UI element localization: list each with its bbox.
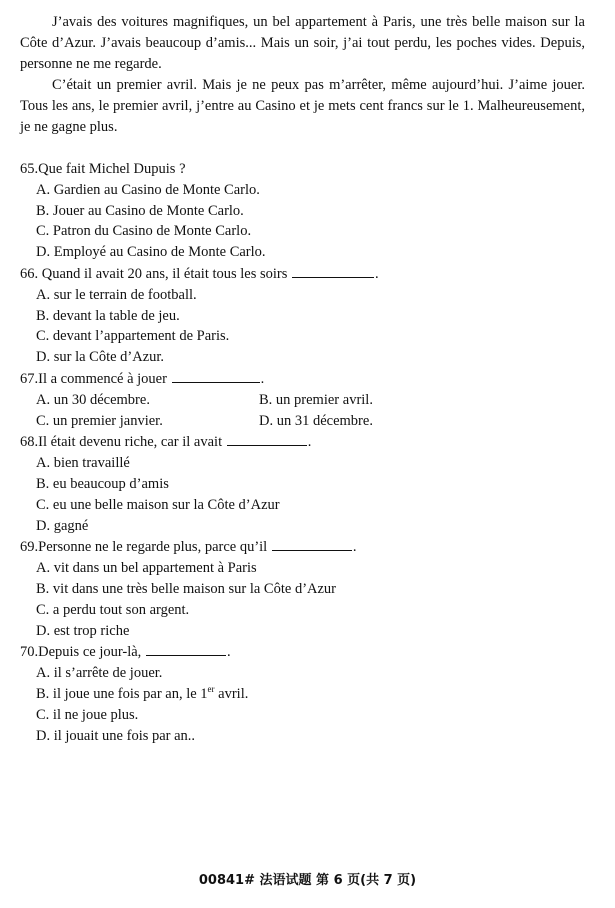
- question-stem-row: [20, 263, 595, 285]
- option-c: C. devant l’appartement de Paris.: [36, 328, 230, 345]
- option-c: C. Patron du Casino de Monte Carlo.: [36, 223, 252, 240]
- question-70: [20, 641, 595, 746]
- stem-end: .: [307, 434, 312, 451]
- question-67: [20, 368, 595, 431]
- option-b: B. un premier avril.: [259, 391, 373, 408]
- option-row-2: [20, 411, 595, 432]
- question-stem: 70.Depuis ce jour-là,: [20, 644, 142, 661]
- passage-paragraph-1: J’avais des voitures magnifiques, un bel appartement à Paris, une très belle maison sur la Côte d’Azur. J’avais beaucoup d’amis... Mais un soir, j’ai tout perdu, les poches vides. Depuis, personne ne me regarde.: [20, 14, 585, 72]
- answer-blank: [146, 641, 226, 656]
- option-d: D. Employé au Casino de Monte Carlo.: [36, 244, 266, 261]
- answer-blank: [172, 368, 260, 383]
- question-stem-row: [20, 641, 595, 663]
- question-stem: 68.Il était devenu riche, car il avait: [20, 434, 223, 451]
- passage-paragraph-2: C’était un premier avril. Mais je ne peux pas m’arrêter, même aujourd’hui. J’aime jouer. Tous les ans, le premier avril, j’entre au Casino et je mets cent francs sur le 1. Malheureusement, je ne gagne plus.: [20, 77, 585, 135]
- question-stem: 67.Il a commencé à jouer: [20, 370, 167, 387]
- question-list: [20, 159, 595, 746]
- option-d: D. gagné: [36, 517, 89, 534]
- option-a: A. vit dans un bel appartement à Paris: [36, 560, 257, 577]
- option-d: D. est trop riche: [36, 622, 130, 639]
- question-66: [20, 263, 595, 368]
- question-stem-row: [20, 368, 595, 390]
- option-b-text-end: avril.: [214, 685, 249, 702]
- option-b: [20, 684, 595, 705]
- question-65: [20, 159, 595, 263]
- option-a: A. un 30 décembre.: [36, 391, 150, 408]
- answer-blank: [272, 536, 352, 551]
- option-c: C. eu une belle maison sur la Côte d’Azur: [36, 496, 280, 513]
- option-c: C. a perdu tout son argent.: [36, 601, 190, 618]
- stem-end: .: [375, 265, 379, 282]
- ordinal-suffix: er: [207, 684, 215, 695]
- option-b: B. vit dans une très belle maison sur la Côte d’Azur: [36, 580, 337, 597]
- question-stem: 65.Que fait Michel Dupuis ?: [20, 161, 186, 177]
- page-footer: 00841# 法语试题 第 6 页(共 7 页): [198, 873, 417, 888]
- option-d: D. un 31 décembre.: [259, 412, 373, 429]
- answer-blank: [292, 263, 374, 278]
- option-b: B. devant la table de jeu.: [36, 307, 180, 324]
- stem-end: .: [352, 539, 357, 556]
- option-a: A. Gardien au Casino de Monte Carlo.: [36, 181, 260, 198]
- answer-blank: [227, 431, 307, 446]
- question-69: [20, 536, 595, 641]
- question-stem-row: [20, 431, 595, 453]
- question-68: [20, 431, 595, 536]
- option-b-text: B. il joue une fois par an, le 1: [36, 685, 208, 702]
- stem-end: .: [260, 370, 265, 387]
- option-a: A. sur le terrain de football.: [36, 286, 197, 303]
- question-stem-row: [20, 536, 595, 558]
- option-c: C. il ne joue plus.: [36, 706, 139, 723]
- option-d: D. il jouait une fois par an..: [36, 727, 196, 744]
- question-stem: 66. Quand il avait 20 ans, il était tous les soirs: [20, 265, 288, 282]
- question-stem: 69.Personne ne le regarde plus, parce qu’il: [20, 539, 268, 556]
- option-a: A. bien travaillé: [36, 455, 130, 472]
- option-c: C. un premier janvier.: [36, 412, 163, 429]
- option-b: B. Jouer au Casino de Monte Carlo.: [36, 202, 244, 219]
- option-d: D. sur la Côte d’Azur.: [36, 349, 165, 366]
- option-a: A. il s’arrête de jouer.: [36, 665, 163, 682]
- option-b: B. eu beaucoup d’amis: [36, 475, 169, 492]
- stem-end: .: [226, 644, 231, 661]
- option-row-1: [20, 390, 595, 411]
